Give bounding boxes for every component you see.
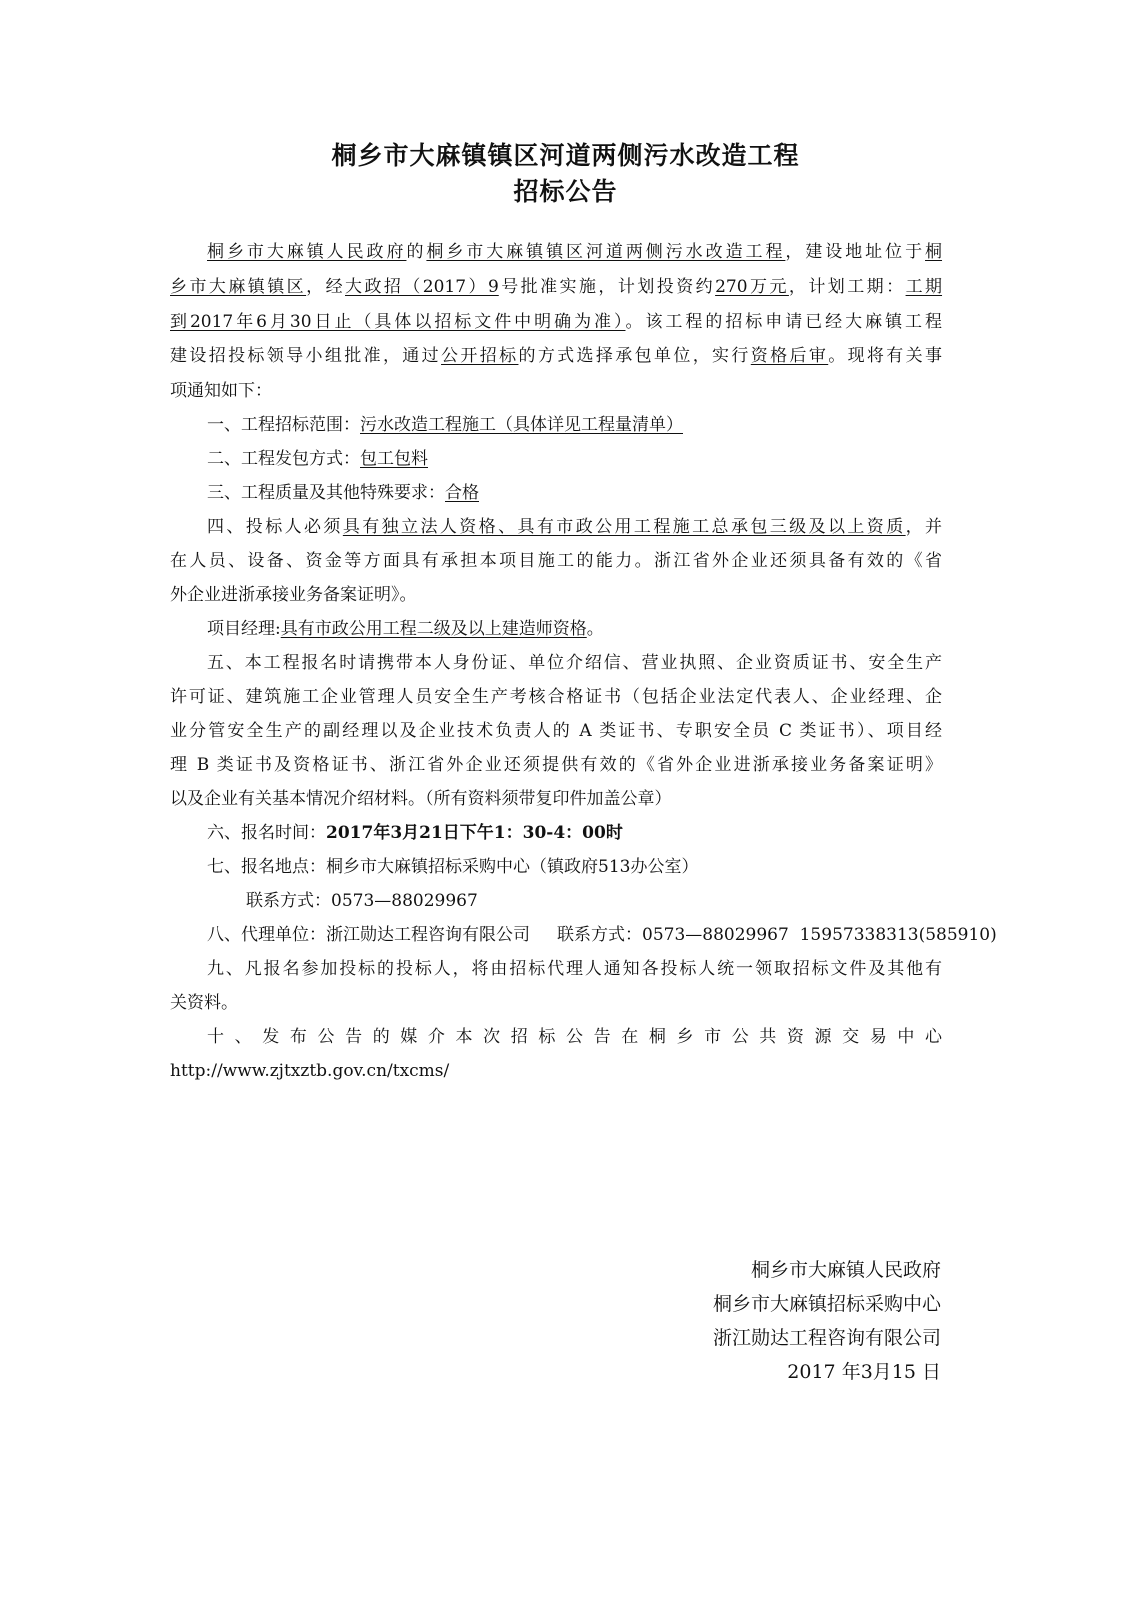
item-6: 六、报名时间：2017年3月21日下午1：30-4：00时 bbox=[207, 823, 623, 843]
project-location: 乡市大麻镇镇区 bbox=[170, 277, 307, 297]
item-9-line-1: 九、凡报名参加投标的投标人，将由招标代理人通知各投标人统一领取招标文件及其他有 bbox=[207, 959, 942, 979]
item-9-line-2: 关资料。 bbox=[170, 993, 238, 1013]
intro-line-1: 桐乡市大麻镇人民政府的桐乡市大麻镇镇区河道两侧污水改造工程，建设地址位于桐 bbox=[207, 242, 943, 262]
item-5-line-2: 许可证、建筑施工企业管理人员安全生产考核合格证书（包括企业法定代表人、企业经理、企 bbox=[170, 687, 942, 707]
item-10-line-1: 十、发布公告的媒介本次招标公告在桐乡市公共资源交易中心 bbox=[207, 1027, 942, 1047]
item-5-line-3: 业分管安全生产的副经理以及企业技术负责人的 A 类证书、专职安全员 C 类证书）、项目经 bbox=[170, 721, 942, 741]
signature-org-1: 桐乡市大麻镇人民政府 bbox=[750, 1259, 941, 1281]
item-5-line-4: 理 B 类证书及资格证书、浙江省外企业还须提供有效的《省外企业进浙承接业务备案证明》 bbox=[170, 755, 942, 775]
bidder-qualification: 具有独立法人资格、具有市政公用工程施工总承包三级及以上资质 bbox=[342, 517, 906, 537]
item-4-line-2: 在人员、设备、资金等方面具有承担本项目施工的能力。浙江省外企业还须具备有效的《省 bbox=[170, 551, 942, 571]
item-5-line-5: 以及企业有关基本情况介绍材料。（所有资料须带复印件加盖公章） bbox=[170, 789, 672, 809]
intro-line-5: 项通知如下： bbox=[170, 381, 272, 401]
item-2: 二、工程发包方式：包工包料 bbox=[207, 449, 428, 469]
intro-line-4: 建设招投标领导小组批准，通过公开招标的方式选择承包单位，实行资格后审。现将有关事 bbox=[170, 346, 943, 366]
signature-org-2: 桐乡市大麻镇招标采购中心 bbox=[712, 1293, 941, 1315]
item-7: 七、报名地点：桐乡市大麻镇招标采购中心（镇政府513办公室） bbox=[207, 857, 699, 877]
document-title: 桐乡市大麻镇镇区河道两侧污水改造工程 bbox=[331, 141, 800, 170]
project-manager: 项目经理:具有市政公用工程二级及以上建造师资格。 bbox=[207, 619, 604, 639]
document-subtitle: 招标公告 bbox=[513, 177, 618, 206]
approval-number: 大政招（2017）9 bbox=[345, 277, 499, 297]
registration-contact: 联系方式：0573—88029967 bbox=[246, 891, 478, 911]
publication-url: http://www.zjtxztb.gov.cn/txcms/ bbox=[170, 1061, 450, 1081]
registration-time: 2017年3月21日下午1：30-4：00时 bbox=[326, 823, 623, 843]
tender-scope: 污水改造工程施工（具体详见工程量清单） bbox=[360, 415, 683, 435]
quality-requirement: 合格 bbox=[445, 483, 479, 503]
intro-line-2: 乡市大麻镇镇区，经大政招（2017）9号批准实施，计划投资约270万元，计划工期：工期 bbox=[170, 277, 943, 297]
project-name: 桐乡市大麻镇镇区河道两侧污水改造工程 bbox=[426, 242, 786, 262]
item-8: 八、代理单位：浙江勋达工程咨询有限公司 联系方式：0573—88029967 15957338313(585910) bbox=[207, 925, 997, 945]
project-duration: 到2017年6月30日止（具体以招标文件中明确为准） bbox=[170, 312, 626, 332]
project-manager-qualification: 具有市政公用工程二级及以上建造师资格 bbox=[280, 619, 587, 639]
intro-line-3: 到2017年6月30日止（具体以招标文件中明确为准）。该工程的招标申请已经大麻镇工程 bbox=[170, 312, 943, 332]
item-4-line-3: 外企业进浙承接业务备案证明》。 bbox=[170, 585, 417, 605]
signature-date: 2017 年3月15 日 bbox=[787, 1361, 941, 1383]
qualification-review: 资格后审 bbox=[750, 346, 829, 366]
tenderer-name: 桐乡市大麻镇人民政府 bbox=[207, 242, 407, 262]
investment-amount: 270万元 bbox=[715, 277, 789, 297]
item-4-line-1: 四、投标人必须具有独立法人资格、具有市政公用工程施工总承包三级及以上资质，并 bbox=[207, 517, 943, 537]
item-5-line-1: 五、本工程报名时请携带本人身份证、单位介绍信、营业执照、企业资质证书、安全生产 bbox=[207, 653, 942, 673]
item-1: 一、工程招标范围：污水改造工程施工（具体详见工程量清单） bbox=[207, 415, 683, 435]
item-3: 三、工程质量及其他特殊要求：合格 bbox=[207, 483, 479, 503]
signature-org-3: 浙江勋达工程咨询有限公司 bbox=[712, 1327, 941, 1349]
contract-method: 包工包料 bbox=[360, 449, 428, 469]
tender-method: 公开招标 bbox=[441, 346, 519, 366]
